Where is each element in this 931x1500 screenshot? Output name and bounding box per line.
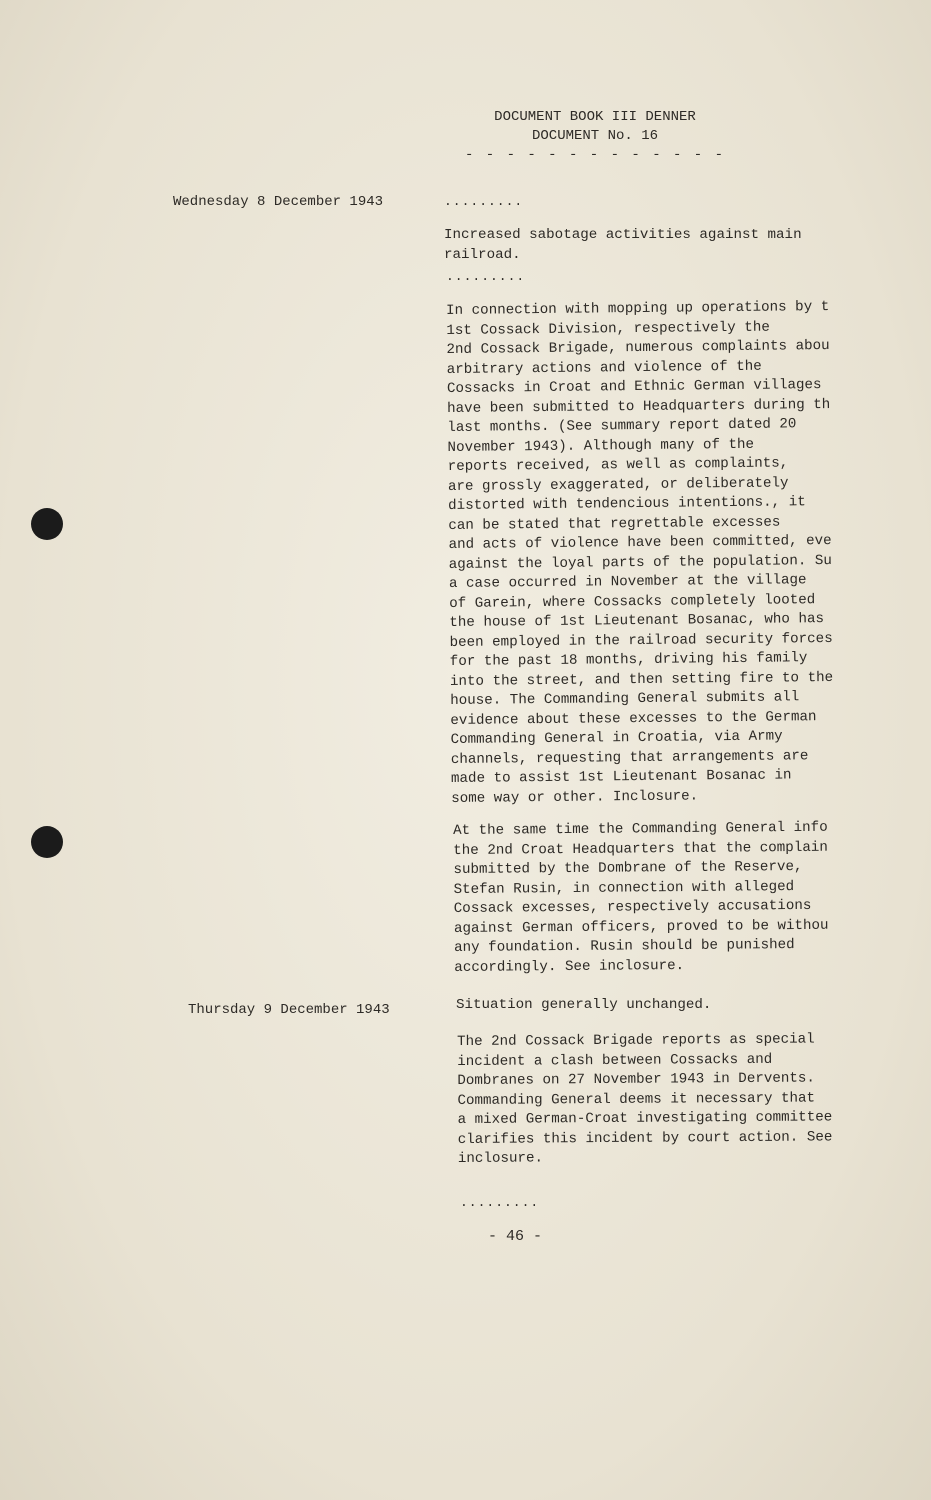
entry-paragraph: At the same time the Commanding General info the 2nd Croat Headquarters that the complain submitted by the Dombrane of the Reserve, Stefan Rusin, in connection with alleged Cossack excesses, respectively accusations against German officers, proved to be withou any foundation. Rusin should be punished accordingly. See inclosure. (453, 819, 829, 976)
header-doc-number: DOCUMENT No. 16 (531, 128, 659, 144)
separator-dots: ......... (460, 1195, 540, 1210)
separator-dots: ......... (446, 269, 526, 284)
page-number: - 46 - (487, 1228, 542, 1245)
entry-paragraph: Increased sabotage activities against main railroad. (444, 227, 802, 263)
entry-paragraph: The 2nd Cossack Brigade reports as special incident a clash between Cossacks and Dombranes on 27 November 1943 in Dervents. Commanding General deems it necessary that a mixed German-Croat investigating committee clarifies this incident by court action. See inclosure. (457, 1031, 833, 1167)
entry-date-wednesday: Wednesday 8 December 1943 (173, 194, 384, 210)
punch-hole-top (31, 508, 63, 540)
header-rule: - - - - - - - - - - - - - (464, 147, 726, 163)
separator-dots: ......... (444, 194, 524, 209)
document-header (460, 108, 730, 165)
entry-paragraph: Situation generally unchanged. (456, 997, 712, 1013)
punch-hole-bottom (31, 826, 63, 858)
entry-date-thursday: Thursday 9 December 1943 (188, 1002, 390, 1018)
header-title: DOCUMENT BOOK III DENNER (494, 109, 696, 125)
entry-paragraph: In connection with mopping up operations by t 1st Cossack Division, respectively the 2nd Cossack Brigade, numerous complaints abou arbitrary actions and violence of the Cossacks in Croat and Ethnic German villages have been submitted to Headquarters during th last months. (See summary report dated 20 November 1943). Although many of the reports received, as well as complaints, are grossly exaggerated, or deliberately distorted with tendencious intentions., it can be stated that regrettable excesses and acts of violence have been committed, eve against the loyal parts of the population. Su a case occurred in November at the village of Garein, where Cossacks completely looted the house of 1st Lieutenant Bosanac, who has been employed in the railroad security forces for the past 18 months, driving his family into the street, and then setting fire to the house. The Commanding General submits all evidence about these excesses to the German Commanding General in Croatia, via Army channels, requesting that arrangements are made to assist 1st Lieutenant Bosanac in some way or other. Inclosure. (446, 298, 834, 807)
